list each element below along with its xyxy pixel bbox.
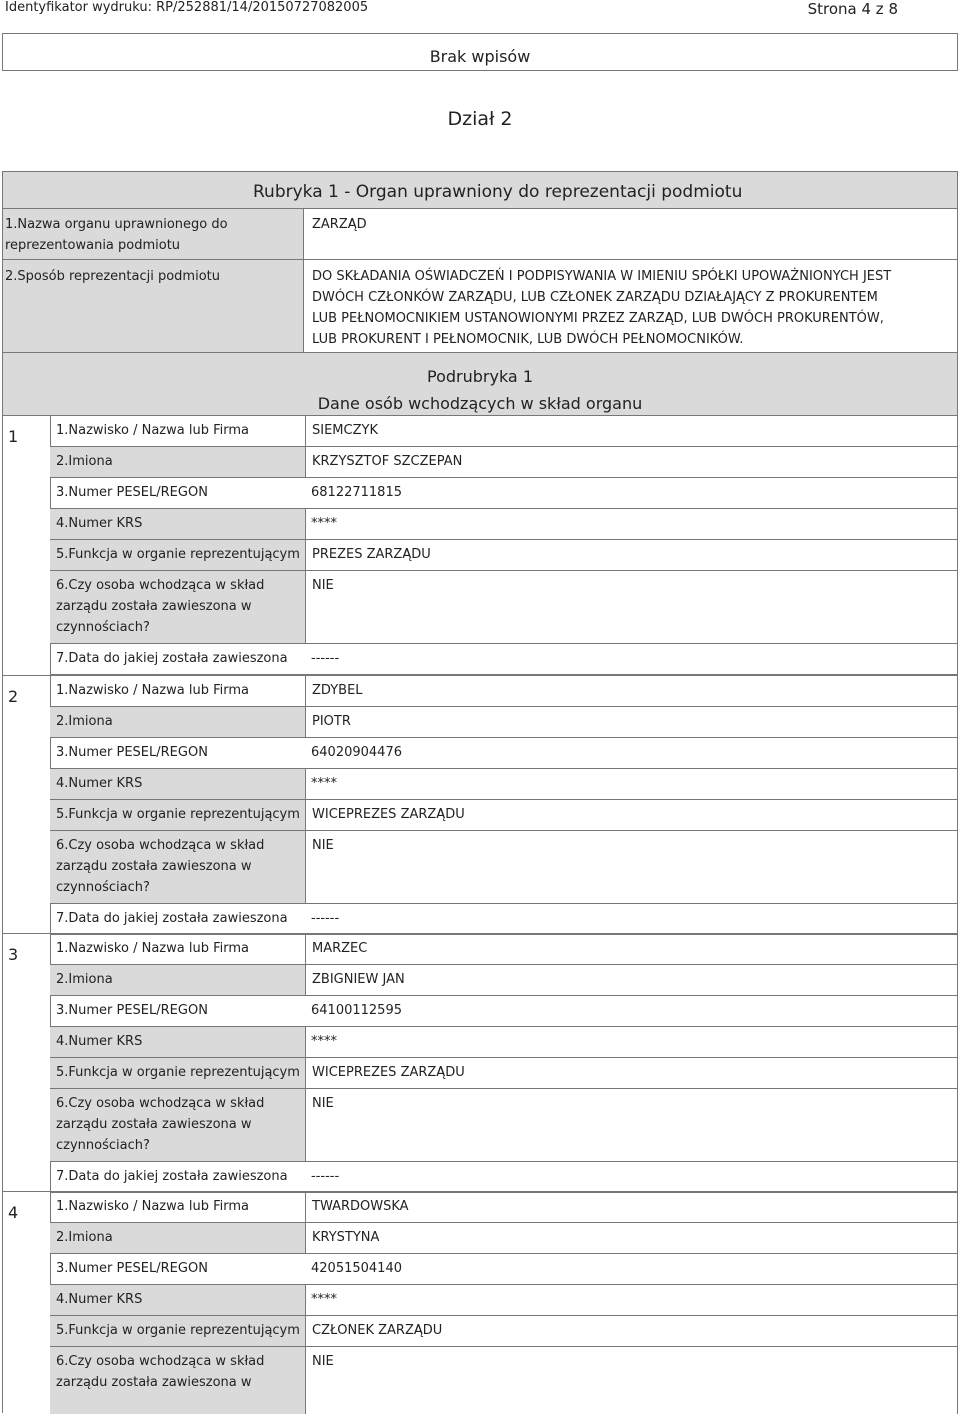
field-value-first-names: ZBIGNIEW JAN [312, 972, 405, 987]
field-value-krs-number: **** [311, 776, 337, 791]
field-value-pesel: 64020904476 [311, 745, 402, 760]
value-cell [305, 1026, 958, 1058]
organ-name-label: 1.Nazwa organu uprawnionego do reprezentowania podmiotu [5, 217, 228, 253]
field-label-function: 5.Funkcja w organie reprezentującym [56, 1323, 300, 1338]
podrubryka-title: Podrubryka 1 [427, 367, 533, 386]
field-value-suspended: NIE [312, 838, 334, 853]
field-value-krs-number: **** [311, 516, 337, 531]
field-label-suspended-until: 7.Data do jakiej została zawieszona [56, 651, 288, 666]
print-identifier: Identyfikator wydruku: RP/252881/14/20150727082005 [5, 0, 369, 15]
value-cell [305, 508, 958, 540]
field-value-pesel: 64100112595 [311, 1003, 402, 1018]
person-number: 3 [8, 945, 19, 964]
field-label-pesel: 3.Numer PESEL/REGON [56, 1261, 208, 1276]
field-label-krs-number: 4.Numer KRS [56, 516, 143, 531]
field-label-surname: 1.Nazwisko / Nazwa lub Firma [56, 941, 249, 956]
field-value-pesel: 42051504140 [311, 1261, 402, 1276]
field-label-suspended: 6.Czy osoba wchodząca w skład zarządu została zawieszona w czynnościach? [56, 1096, 265, 1153]
field-label-function: 5.Funkcja w organie reprezentującym [56, 547, 300, 562]
person-number: 1 [8, 427, 19, 446]
field-value-suspended: NIE [312, 578, 334, 593]
field-label-function: 5.Funkcja w organie reprezentującym [56, 1065, 300, 1080]
field-label-surname: 1.Nazwisko / Nazwa lub Firma [56, 1199, 249, 1214]
field-label-surname: 1.Nazwisko / Nazwa lub Firma [56, 683, 249, 698]
value-cell [305, 1346, 958, 1414]
field-value-surname: TWARDOWSKA [312, 1199, 409, 1214]
field-value-suspended-until: ------ [311, 651, 340, 666]
field-value-suspended-until: ------ [311, 1169, 340, 1184]
field-label-function: 5.Funkcja w organie reprezentującym [56, 807, 300, 822]
field-label-first-names: 2.Imiona [56, 454, 113, 469]
value-cell [305, 570, 958, 644]
field-value-suspended: NIE [312, 1354, 334, 1369]
person-number: 4 [8, 1203, 19, 1222]
section-title: Dział 2 [447, 108, 513, 130]
field-value-pesel: 68122711815 [311, 485, 402, 500]
value-cell [305, 706, 958, 738]
representation-label: 2.Sposób reprezentacji podmiotu [5, 269, 220, 284]
value-cell [305, 1088, 958, 1162]
organ-name-value: ZARZĄD [312, 217, 367, 232]
field-label-krs-number: 4.Numer KRS [56, 1034, 143, 1049]
field-label-suspended: 6.Czy osoba wchodząca w skład zarządu została zawieszona w [56, 1354, 265, 1390]
field-label-suspended-until: 7.Data do jakiej została zawieszona [56, 911, 288, 926]
field-label-surname: 1.Nazwisko / Nazwa lub Firma [56, 423, 249, 438]
field-value-first-names: PIOTR [312, 714, 351, 729]
field-label-first-names: 2.Imiona [56, 1230, 113, 1245]
value-cell [305, 768, 958, 800]
field-value-function: WICEPREZES ZARZĄDU [312, 1065, 465, 1080]
field-value-function: CZŁONEK ZARZĄDU [312, 1323, 443, 1338]
value-cell [305, 1222, 958, 1254]
person-number: 2 [8, 687, 19, 706]
field-value-suspended: NIE [312, 1096, 334, 1111]
no-entries-box [2, 33, 958, 71]
organ-name-value-cell [303, 208, 958, 260]
field-label-first-names: 2.Imiona [56, 972, 113, 987]
field-value-function: WICEPREZES ZARZĄDU [312, 807, 465, 822]
field-value-surname: SIEMCZYK [312, 423, 378, 438]
field-label-first-names: 2.Imiona [56, 714, 113, 729]
field-label-suspended-until: 7.Data do jakiej została zawieszona [56, 1169, 288, 1184]
field-label-pesel: 3.Numer PESEL/REGON [56, 485, 208, 500]
representation-value: DO SKŁADANIA OŚWIADCZEŃ I PODPISYWANIA W IMIENIU SPÓŁKI UPOWAŻNIONYCH JEST DWÓCH CZŁONKÓW ZARZĄDU, LUB CZŁONEK ZARZĄDU DZIAŁAJĄCY Z PROKURENTEM LUB PEŁNOMOCNIKIEM USTANOWIONYMI PRZEZ ZARZĄD, LUB DWÓCH PROKURENTÓW, LUB PROKURENT I PEŁNOMOCNIK, LUB DWÓCH PEŁNOMOCNIKÓW. [312, 269, 892, 347]
field-label-pesel: 3.Numer PESEL/REGON [56, 1003, 208, 1018]
field-value-first-names: KRZYSZTOF SZCZEPAN [312, 454, 463, 469]
field-value-suspended-until: ------ [311, 911, 340, 926]
value-cell [305, 1284, 958, 1316]
field-label-pesel: 3.Numer PESEL/REGON [56, 745, 208, 760]
field-value-first-names: KRYSTYNA [312, 1230, 380, 1245]
field-label-suspended: 6.Czy osoba wchodząca w skład zarządu została zawieszona w czynnościach? [56, 838, 265, 895]
field-value-krs-number: **** [311, 1034, 337, 1049]
field-value-surname: ZDYBEL [312, 683, 363, 698]
field-value-krs-number: **** [311, 1292, 337, 1307]
value-cell [305, 830, 958, 904]
field-label-krs-number: 4.Numer KRS [56, 1292, 143, 1307]
page-number: Strona 4 z 8 [807, 0, 898, 18]
field-value-surname: MARZEC [312, 941, 368, 956]
rubryka-title: Rubryka 1 - Organ uprawniony do reprezentacji podmiotu [253, 182, 743, 202]
podrubryka-subtitle: Dane osób wchodzących w skład organu [317, 394, 643, 413]
no-entries-text: Brak wpisów [429, 47, 531, 66]
field-value-function: PREZES ZARZĄDU [312, 547, 431, 562]
field-label-suspended: 6.Czy osoba wchodząca w skład zarządu została zawieszona w czynnościach? [56, 578, 265, 635]
field-label-krs-number: 4.Numer KRS [56, 776, 143, 791]
